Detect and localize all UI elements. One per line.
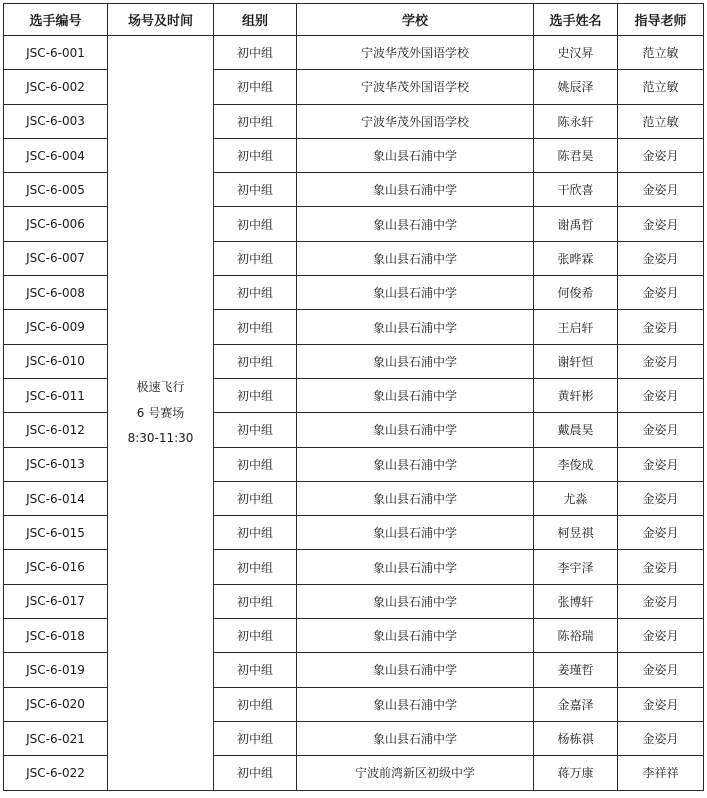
session-time: 8:30-11:30 [127,430,194,445]
competitor-name-cell: 陈永轩 [534,104,618,138]
header-row [4,4,704,36]
school-cell: 象山县石浦中学 [297,619,534,653]
competitor-name-cell: 张博轩 [534,584,618,618]
coach-cell: 金姿月 [618,310,704,344]
school-cell: 象山县石浦中学 [297,413,534,447]
competitor-name-cell: 金嘉泽 [534,687,618,721]
group-cell: 初中组 [214,138,297,172]
group-cell: 初中组 [214,619,297,653]
coach-cell: 金姿月 [618,653,704,687]
competitor-name-cell: 杨栋祺 [534,721,618,755]
coach-cell: 李祥祥 [618,756,704,790]
roster-container [3,3,704,791]
school-cell: 象山县石浦中学 [297,276,534,310]
coach-cell: 范立敏 [618,104,704,138]
competitor-name-cell: 蒋万康 [534,756,618,790]
competitor-id-cell: JSC-6-019 [4,653,108,687]
competitor-id-cell: JSC-6-005 [4,173,108,207]
group-cell: 初中组 [214,721,297,755]
coach-cell: 金姿月 [618,276,704,310]
header-competitor-name: 选手姓名 [534,4,618,36]
group-cell: 初中组 [214,378,297,412]
competitor-id-cell: JSC-6-021 [4,721,108,755]
competitor-name-cell: 谢禹哲 [534,207,618,241]
session-cell [108,36,214,791]
competitor-id-cell: JSC-6-013 [4,447,108,481]
group-cell: 初中组 [214,481,297,515]
group-cell: 初中组 [214,447,297,481]
group-cell: 初中组 [214,241,297,275]
competitor-name-cell: 李俊成 [534,447,618,481]
header-session-time: 场号及时间 [108,4,214,36]
school-cell: 宁波华茂外国语学校 [297,70,534,104]
coach-cell: 金姿月 [618,584,704,618]
school-cell: 象山县石浦中学 [297,721,534,755]
competitor-id-cell: JSC-6-022 [4,756,108,790]
competitor-id-cell: JSC-6-020 [4,687,108,721]
competitor-name-cell: 史汉昇 [534,36,618,70]
competitor-name-cell: 姜瑾哲 [534,653,618,687]
school-cell: 象山县石浦中学 [297,584,534,618]
competitor-id-cell: JSC-6-008 [4,276,108,310]
school-cell: 宁波华茂外国语学校 [297,104,534,138]
school-cell: 象山县石浦中学 [297,516,534,550]
competitor-name-cell: 尤淼 [534,481,618,515]
school-cell: 象山县石浦中学 [297,687,534,721]
group-cell: 初中组 [214,413,297,447]
group-cell: 初中组 [214,104,297,138]
school-cell: 宁波华茂外国语学校 [297,36,534,70]
competitor-id-cell: JSC-6-016 [4,550,108,584]
school-cell: 象山县石浦中学 [297,173,534,207]
school-cell: 象山县石浦中学 [297,241,534,275]
header-group: 组别 [214,4,297,36]
competitor-id-cell: JSC-6-001 [4,36,108,70]
school-cell: 象山县石浦中学 [297,310,534,344]
coach-cell: 金姿月 [618,241,704,275]
competitor-name-cell: 张晔霖 [534,241,618,275]
coach-cell: 金姿月 [618,173,704,207]
competitor-id-cell: JSC-6-009 [4,310,108,344]
coach-cell: 金姿月 [618,481,704,515]
coach-cell: 金姿月 [618,447,704,481]
school-cell: 象山县石浦中学 [297,481,534,515]
school-cell: 象山县石浦中学 [297,138,534,172]
competitor-id-cell: JSC-6-015 [4,516,108,550]
competitor-name-cell: 戴晨昊 [534,413,618,447]
group-cell: 初中组 [214,276,297,310]
competitor-name-cell: 柯昱祺 [534,516,618,550]
group-cell: 初中组 [214,344,297,378]
session-venue: 6 号赛场 [136,405,185,420]
group-cell: 初中组 [214,310,297,344]
coach-cell: 金姿月 [618,344,704,378]
group-cell: 初中组 [214,70,297,104]
school-cell: 象山县石浦中学 [297,447,534,481]
competitor-name-cell: 黄轩彬 [534,378,618,412]
school-cell: 象山县石浦中学 [297,344,534,378]
group-cell: 初中组 [214,550,297,584]
coach-cell: 金姿月 [618,413,704,447]
coach-cell: 金姿月 [618,516,704,550]
competitor-name-cell: 何俊希 [534,276,618,310]
group-cell: 初中组 [214,653,297,687]
competitor-id-cell: JSC-6-011 [4,378,108,412]
competitor-id-cell: JSC-6-018 [4,619,108,653]
competitor-id-cell: JSC-6-010 [4,344,108,378]
group-cell: 初中组 [214,584,297,618]
competitor-id-cell: JSC-6-012 [4,413,108,447]
coach-cell: 金姿月 [618,138,704,172]
competitor-id-cell: JSC-6-007 [4,241,108,275]
school-cell: 象山县石浦中学 [297,550,534,584]
table-body [4,36,704,791]
school-cell: 象山县石浦中学 [297,378,534,412]
coach-cell: 范立敏 [618,70,704,104]
school-cell: 象山县石浦中学 [297,207,534,241]
competitor-name-cell: 李宇泽 [534,550,618,584]
group-cell: 初中组 [214,756,297,790]
competitor-name-cell: 干欣喜 [534,173,618,207]
session-event: 极速飞行 [136,380,185,395]
group-cell: 初中组 [214,207,297,241]
coach-cell: 金姿月 [618,378,704,412]
group-cell: 初中组 [214,36,297,70]
competitor-id-cell: JSC-6-017 [4,584,108,618]
school-cell: 宁波前湾新区初级中学 [297,756,534,790]
coach-cell: 范立敏 [618,36,704,70]
competitor-id-cell: JSC-6-014 [4,481,108,515]
competitor-name-cell: 姚辰泽 [534,70,618,104]
coach-cell: 金姿月 [618,550,704,584]
competitor-name-cell: 陈裕瑞 [534,619,618,653]
competitor-id-cell: JSC-6-002 [4,70,108,104]
table-row [4,36,704,70]
header-competitor-id: 选手编号 [4,4,108,36]
group-cell: 初中组 [214,173,297,207]
header-coach: 指导老师 [618,4,704,36]
competitor-name-cell: 谢轩恒 [534,344,618,378]
competitor-id-cell: JSC-6-004 [4,138,108,172]
group-cell: 初中组 [214,516,297,550]
coach-cell: 金姿月 [618,619,704,653]
header-school: 学校 [297,4,534,36]
competitor-name-cell: 陈君昊 [534,138,618,172]
competitor-name-cell: 王启轩 [534,310,618,344]
coach-cell: 金姿月 [618,687,704,721]
competitor-id-cell: JSC-6-006 [4,207,108,241]
competitor-id-cell: JSC-6-003 [4,104,108,138]
group-cell: 初中组 [214,687,297,721]
coach-cell: 金姿月 [618,207,704,241]
school-cell: 象山县石浦中学 [297,653,534,687]
coach-cell: 金姿月 [618,721,704,755]
competitor-table [3,3,704,791]
